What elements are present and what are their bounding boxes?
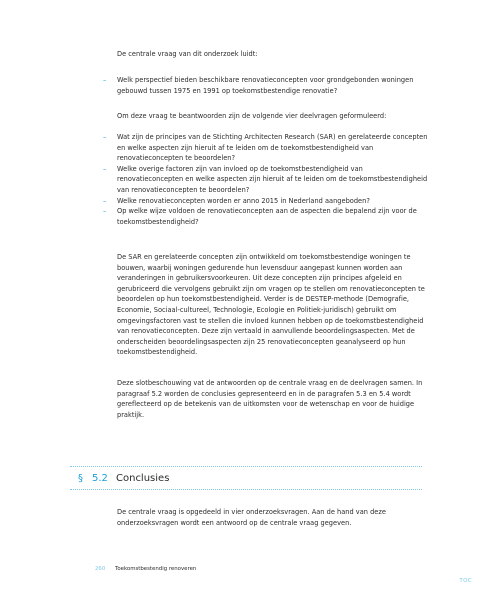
section-rule-top xyxy=(70,466,422,467)
sub-question-text: Wat zijn de principes van de Stichting Architecten Research (SAR) en gerelateerde concepten en welke aspecten zijn hieruit af te leiden om de toekomstbestendigheid van renovatieconcepten te beoordelen? xyxy=(117,133,428,163)
summary-paragraph: Deze slotbeschouwing vat de antwoorden op de centrale vraag en de deelvragen samen. In paragraaf 5.2 worden de conclusies gepresenteerd en in de paragrafen 5.3 en 5.4 wordt gereflecteerd op de betekenis van de uitkomsten voor de wetenschap en voor de huidige praktijk. xyxy=(117,379,423,419)
section-title: Conclusies xyxy=(116,472,170,484)
intro-paragraph: De centrale vraag van dit onderzoek luidt: xyxy=(117,50,258,58)
section-symbol: § xyxy=(78,472,83,484)
sub-question-text: Welke overige factoren zijn van invloed op de toekomstbestendigheid van renovatieconcepten en welke aspecten zijn hieruit af te leiden om de toekomstbestendigheid van renovatieconcepten te beoordelen? xyxy=(117,164,428,194)
section-rule-bottom xyxy=(70,489,422,490)
running-title: Toekomstbestendig renoveren xyxy=(115,566,197,572)
toc-link[interactable]: TOC xyxy=(459,578,472,584)
bullet-dash: – xyxy=(103,76,107,84)
section-heading xyxy=(78,471,169,485)
list-item xyxy=(103,196,429,207)
sub-questions-intro: Om deze vraag te beantwoorden zijn de volgende vier deelvragen geformuleerd: xyxy=(117,112,387,120)
main-question-text: Welk perspectief bieden beschikbare renovatieconcepten voor grondgebonden woningen gebouwd tussen 1975 en 1991 op toekomstbestendige renovatie? xyxy=(117,76,414,95)
bullet-dash: – xyxy=(103,133,107,141)
section-number: 5.2 xyxy=(92,472,108,484)
list-item xyxy=(103,206,429,227)
bullet-dash: – xyxy=(103,164,107,173)
list-item xyxy=(103,75,429,96)
sub-question-text: Op welke wijze voldoen de renovatieconcepten aan de aspecten die bepalend zijn voor de toekomstbestendigheid? xyxy=(117,207,417,226)
page-footer xyxy=(95,566,196,572)
sub-questions-list xyxy=(103,132,429,227)
list-item xyxy=(103,164,429,196)
main-question-list xyxy=(103,75,429,96)
sub-question-text: Welke renovatieconcepten worden er anno 2015 in Nederland aangeboden? xyxy=(117,196,370,205)
list-item xyxy=(103,132,429,164)
sar-paragraph: De SAR en gerelateerde concepten zijn ontwikkeld om toekomstbestendige woningen te bouwen, waarbij woningen gedurende hun levensduur aangepast kunnen worden aan veranderingen in gebruikersvoorkeuren. Uit deze concepten zijn principes afgeleid en gerubriceerd die vervolgens gebruikt zijn om vragen op te stellen om renovatieconcepten te beoordelen op hun toekomstbestendigheid. Verder is de DESTEP-methode (Demografie, Economie, Sociaal-cultureel, Technologie, Ecologie en Politiek-juridisch) gebruikt om omgevingsfactoren vast te stellen die invloed kunnen hebben op de toekomstbestendigheid van renovatieconcepten. Deze zijn vertaald in aanvullende beoordelingsaspecten. Met de onderscheiden beoordelingsaspecten zijn 25 renovatieconcepten geanalyseerd op hun toekomstbestendigheid. xyxy=(117,253,425,357)
page-number: 260 xyxy=(95,566,106,572)
bullet-dash: – xyxy=(103,196,107,205)
conclusions-paragraph: De centrale vraag is opgedeeld in vier onderzoeksvragen. Aan de hand van deze onderzoeksvragen wordt een antwoord op de centrale vraag gegeven. xyxy=(117,508,386,527)
bullet-dash: – xyxy=(103,207,107,216)
